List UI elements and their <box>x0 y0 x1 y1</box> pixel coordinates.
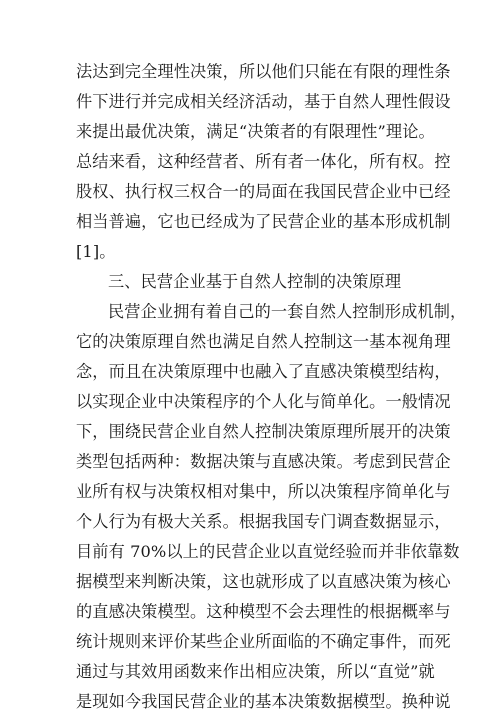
text-line: 它的决策原理自然也满足自然人控制这一基本视角理 <box>76 332 451 351</box>
text-line: 的直感决策模型。这种模型不会去理性的根据概率与 <box>76 602 451 621</box>
text-line: 下，围绕民营企业自然人控制决策原理所展开的决策 <box>76 422 451 441</box>
text-line: 业所有权与决策权相对集中，所以决策程序简单化与 <box>76 482 451 501</box>
text-line: 通过与其效用函数来作出相应决策，所以“直觉”就 <box>76 662 435 681</box>
text-line: 念，而且在决策原理中也融入了直感决策模型结构， <box>76 362 451 381</box>
text-line: 来提出最优决策，满足“决策者的有限理性”理论。 <box>76 122 435 141</box>
paragraph-first-line: 民营企业拥有着自己的一套自然人控制形成机制， <box>108 302 467 321</box>
section-heading: 三、民营企业基于自然人控制的决策原理 <box>108 272 402 291</box>
text-line: 类型包括两种：数据决策与直感决策。考虑到民营企 <box>76 452 451 471</box>
text-line: 是现如今我国民营企业的基本决策数据模型。换种说 <box>76 692 451 711</box>
text-line: 股权、执行权三权合一的局面在我国民营企业中已经 <box>76 182 451 201</box>
text-line: 个人行为有极大关系。根据我国专门调查数据显示， <box>76 512 451 531</box>
text-line: 据模型来判断决策，这也就形成了以直感决策为核心 <box>76 572 451 591</box>
text-line: 相当普遍，它也已经成为了民营企业的基本形成机制 <box>76 212 451 231</box>
text-line: 统计规则来评价某些企业所面临的不确定事件，而死 <box>76 632 451 651</box>
text-line: 法达到完全理性决策，所以他们只能在有限的理性条 <box>76 62 451 81</box>
text-line: 目前有 70%以上的民营企业以直觉经验而并非依靠数 <box>76 542 460 561</box>
text-line: 以实现企业中决策程序的个人化与简单化。一般情况 <box>76 392 451 411</box>
text-line: [1]。 <box>76 242 116 261</box>
text-line: 总结来看，这种经营者、所有者一体化，所有权。控 <box>76 152 451 171</box>
text-line: 件下进行并完成相关经济活动，基于自然人理性假设 <box>76 92 451 111</box>
